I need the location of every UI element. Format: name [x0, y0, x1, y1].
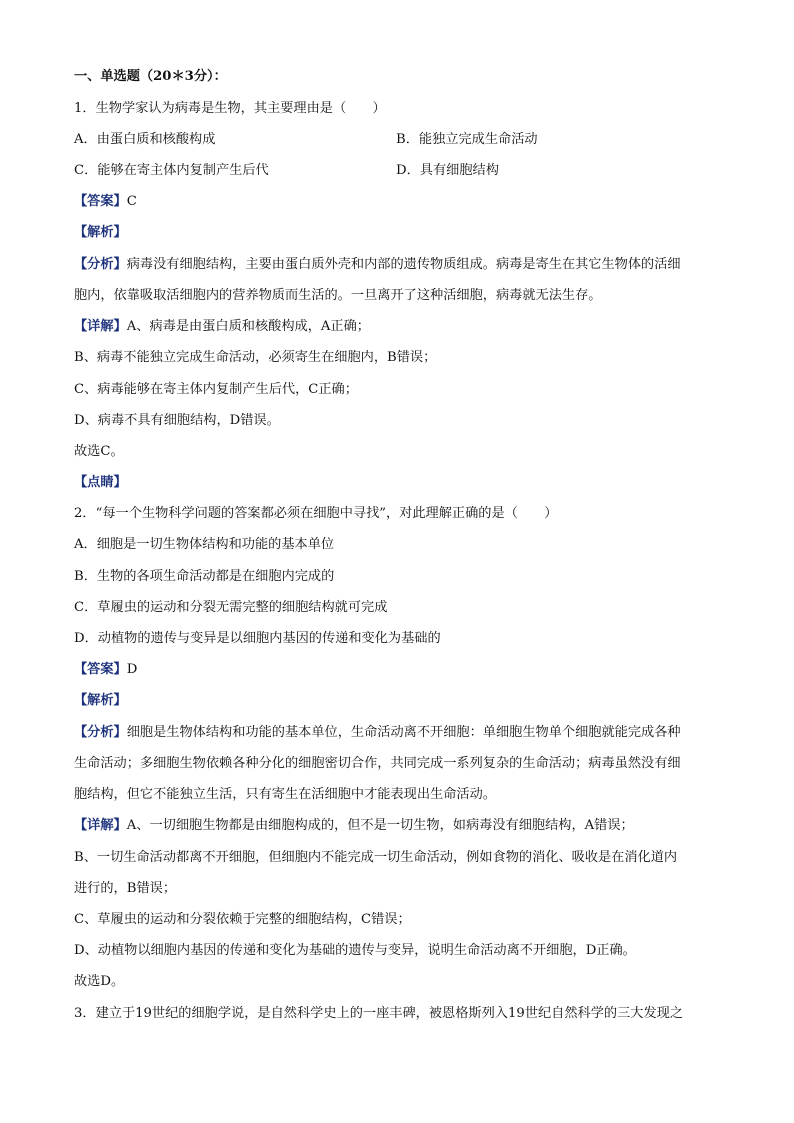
q2-xiangjie-b-1: B、一切生命活动都离不开细胞，但细胞内不能完成一切生命活动，例如食物的消化、吸收是在消化道内 [74, 850, 678, 865]
xiangjie-tag: 【详解】 [74, 818, 127, 833]
fenxi-text: 病毒没有细胞结构，主要由蛋白质外壳和内部的遗传物质组成。病毒是寄生在其它生物体的活细 [126, 257, 681, 272]
xiangjie-tag: 【详解】 [74, 319, 127, 334]
q1-option-d: D．具有细胞结构 [396, 163, 499, 178]
q1-option-a: A．由蛋白质和核酸构成 [74, 132, 216, 147]
q3-stem: 3．建立于19世纪的细胞学说，是自然科学史上的一座丰碑，被恩格斯列入19世纪自然科学的三大发现之 [74, 1006, 684, 1021]
q1-answer-line [74, 194, 724, 210]
q2-answer-line [74, 662, 724, 678]
q2-option-d: D．动植物的遗传与变异是以细胞内基因的传递和变化为基础的 [74, 631, 441, 646]
xiangjie-text: A、病毒是由蛋白质和核酸构成，A正确； [126, 319, 370, 334]
q1-xiangjie-c: C、病毒能够在寄主体内复制产生后代，C正确； [74, 382, 358, 397]
q1-analysis-tag [74, 225, 724, 241]
xiangjie-text: A、一切细胞生物都是由细胞构成的，但不是一切生物，如病毒没有细胞结构，A错误； [126, 818, 634, 833]
fenxi-text: 细胞是生物体结构和功能的基本单位，生命活动离不开细胞：单细胞生物单个细胞就能完成各种 [126, 725, 681, 740]
q1-stem: 1．生物学家认为病毒是生物，其主要理由是（ ） [74, 101, 386, 116]
answer-tag: 【答案】 [74, 662, 127, 677]
q1-option-c: C．能够在寄主体内复制产生后代 [74, 163, 269, 178]
q1-xiangjie-a [74, 319, 724, 335]
q2-conclusion: 故选D。 [74, 974, 125, 989]
q2-fenxi-line-3: 胞结构，但它不能独立生活，只有寄生在活细胞中才能表现出生命活动。 [74, 787, 496, 802]
q2-xiangjie-c: C、草履虫的运动和分裂依赖于完整的细胞结构，C错误； [74, 912, 411, 927]
q1-fenxi-line-1 [74, 257, 724, 273]
fenxi-tag: 【分析】 [74, 725, 127, 740]
q2-option-a: A．细胞是一切生物体结构和功能的基本单位 [74, 537, 335, 552]
answer-tag: 【答案】 [74, 194, 127, 209]
q1-option-b: B．能独立完成生命活动 [396, 132, 538, 147]
q2-option-c: C．草履虫的运动和分裂无需完整的细胞结构就可完成 [74, 600, 388, 615]
q2-xiangjie-a [74, 818, 724, 834]
answer-value: D [126, 662, 138, 677]
q1-fenxi-line-2: 胞内，依靠吸取活细胞内的营养物质而生活的。一旦离开了这种活细胞，病毒就无法生存。 [74, 288, 602, 303]
q2-stem: 2．“每一个生物科学问题的答案都必须在细胞中寻找”，对此理解正确的是（ ） [74, 506, 558, 521]
q2-xiangjie-b-2: 进行的，B错误； [74, 881, 177, 896]
q2-analysis-tag [74, 693, 724, 709]
fenxi-tag: 【分析】 [74, 257, 127, 272]
q1-dianjing-tag [74, 475, 724, 491]
q2-fenxi-line-2: 生命活动；多细胞生物依赖各种分化的细胞密切合作，共同完成一系列复杂的生命活动；病毒虽然没有细 [74, 756, 681, 771]
q1-conclusion: 故选C。 [74, 444, 124, 459]
q2-option-b: B．生物的各项生命活动都是在细胞内完成的 [74, 569, 335, 584]
q2-xiangjie-d: D、动植物以细胞内基因的传递和变化为基础的遗传与变异，说明生命活动离不开细胞，D正确。 [74, 943, 636, 958]
q2-fenxi-line-1 [74, 725, 724, 741]
answer-value: C [126, 194, 137, 209]
q1-xiangjie-b: B、病毒不能独立完成生命活动，必须寄生在细胞内，B错误； [74, 350, 437, 365]
analysis-tag: 【解析】 [74, 225, 127, 240]
dianjing-tag: 【点睛】 [74, 475, 127, 490]
analysis-tag: 【解析】 [74, 693, 127, 708]
section-title: 一、单选题（20＊3分）： [74, 69, 227, 84]
q1-xiangjie-d: D、病毒不具有细胞结构，D错误。 [74, 413, 280, 428]
